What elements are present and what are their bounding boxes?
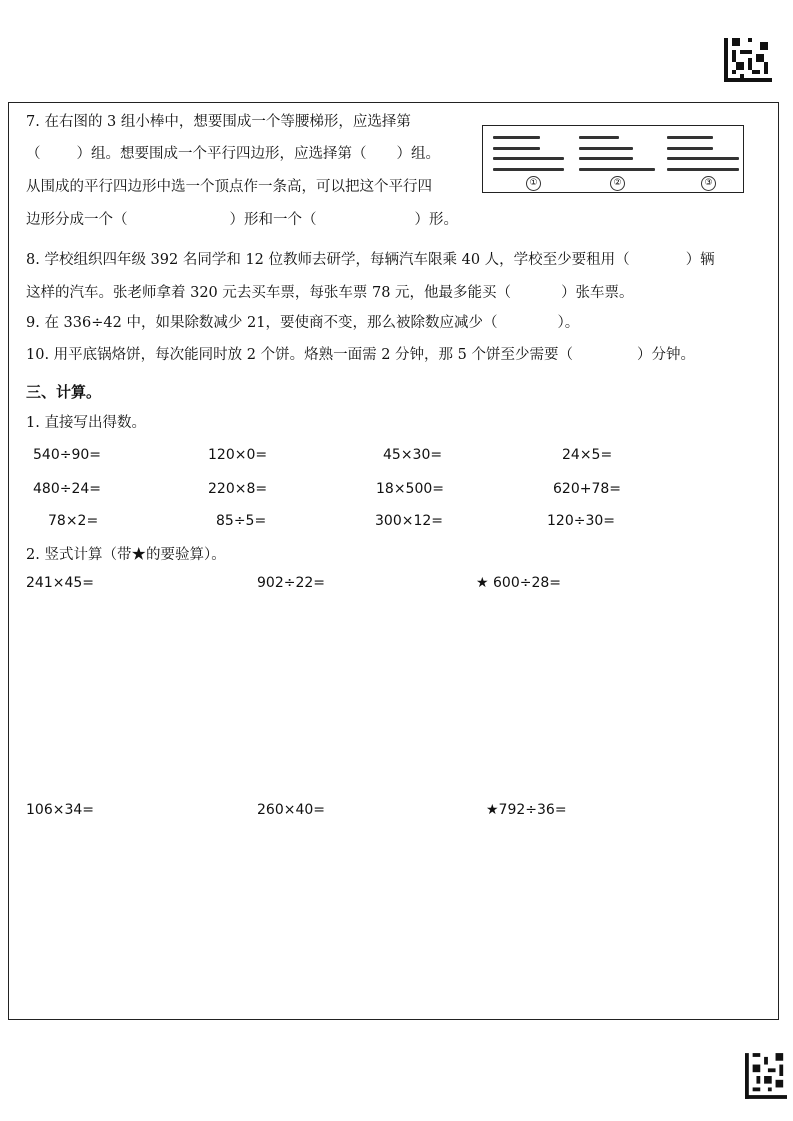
direct-calc-item: 220×8= bbox=[208, 481, 268, 497]
group-label-1: ① bbox=[526, 176, 541, 191]
vertical-calc-item: 260×40= bbox=[257, 802, 325, 818]
stick bbox=[493, 157, 564, 160]
vertical-calc-item: 241×45= bbox=[26, 575, 94, 591]
stick bbox=[493, 136, 540, 139]
stick-groups-figure bbox=[482, 125, 744, 193]
section3-sub1: 1. 直接写出得数。 bbox=[26, 415, 146, 431]
q7-line1: 7. 在右图的 3 组小棒中，想要围成一个等腰梯形，应选择第 bbox=[26, 114, 411, 130]
q8-line1: 8. 学校组织四年级 392 名同学和 12 位教师去研学，每辆汽车限乘 40 人，学校至少要租用（ ）辆 bbox=[26, 252, 715, 268]
stick bbox=[667, 147, 713, 150]
direct-calc-item: 480÷24= bbox=[33, 481, 101, 497]
qr-code-bottom bbox=[745, 1052, 787, 1100]
stick bbox=[667, 136, 713, 139]
q7-line2: （ ）组。想要围成一个平行四边形，应选择第（ ）组。 bbox=[26, 146, 440, 162]
direct-calc-item: 78×2= bbox=[48, 513, 99, 529]
stick bbox=[579, 136, 619, 139]
vertical-calc-item: 902÷22= bbox=[257, 575, 325, 591]
group-label-3: ③ bbox=[701, 176, 716, 191]
q7-line4: 边形分成一个（ ）形和一个（ ）形。 bbox=[26, 212, 458, 228]
stick bbox=[667, 168, 739, 171]
group-label-2: ② bbox=[610, 176, 625, 191]
direct-calc-item: 24×5= bbox=[562, 447, 613, 463]
q9-line: 9. 在 336÷42 中，如果除数减少 21，要使商不变，那么被除数应减少（ ）。 bbox=[26, 315, 580, 331]
vertical-calc-item: ★792÷36= bbox=[486, 802, 567, 818]
direct-calc-item: 120×0= bbox=[208, 447, 268, 463]
direct-calc-item: 120÷30= bbox=[547, 513, 615, 529]
direct-calc-item: 540÷90= bbox=[33, 447, 101, 463]
stick bbox=[579, 157, 633, 160]
q10-line: 10. 用平底锅烙饼，每次能同时放 2 个饼。烙熟一面需 2 分钟，那 5 个饼至少需要（ ）分钟。 bbox=[26, 347, 695, 363]
q7-line3: 从围成的平行四边形中选一个顶点作一条高，可以把这个平行四 bbox=[26, 179, 432, 195]
stick bbox=[579, 147, 633, 150]
direct-calc-item: 620+78= bbox=[553, 481, 621, 497]
vertical-calc-item: 106×34= bbox=[26, 802, 94, 818]
direct-calc-item: 45×30= bbox=[383, 447, 443, 463]
qr-code-top bbox=[724, 38, 772, 82]
section3-sub2: 2. 竖式计算（带★的要验算）。 bbox=[26, 547, 226, 563]
direct-calc-item: 18×500= bbox=[376, 481, 444, 497]
section3-title: 三、计算。 bbox=[26, 383, 102, 401]
direct-calc-item: 300×12= bbox=[375, 513, 443, 529]
stick bbox=[667, 157, 739, 160]
stick bbox=[579, 168, 655, 171]
stick bbox=[493, 168, 564, 171]
stick bbox=[493, 147, 540, 150]
vertical-calc-item: ★ 600÷28= bbox=[476, 575, 561, 591]
direct-calc-item: 85÷5= bbox=[216, 513, 267, 529]
q8-line2: 这样的汽车。张老师拿着 320 元去买车票，每张车票 78 元，他最多能买（ ）张车票。 bbox=[26, 285, 634, 301]
